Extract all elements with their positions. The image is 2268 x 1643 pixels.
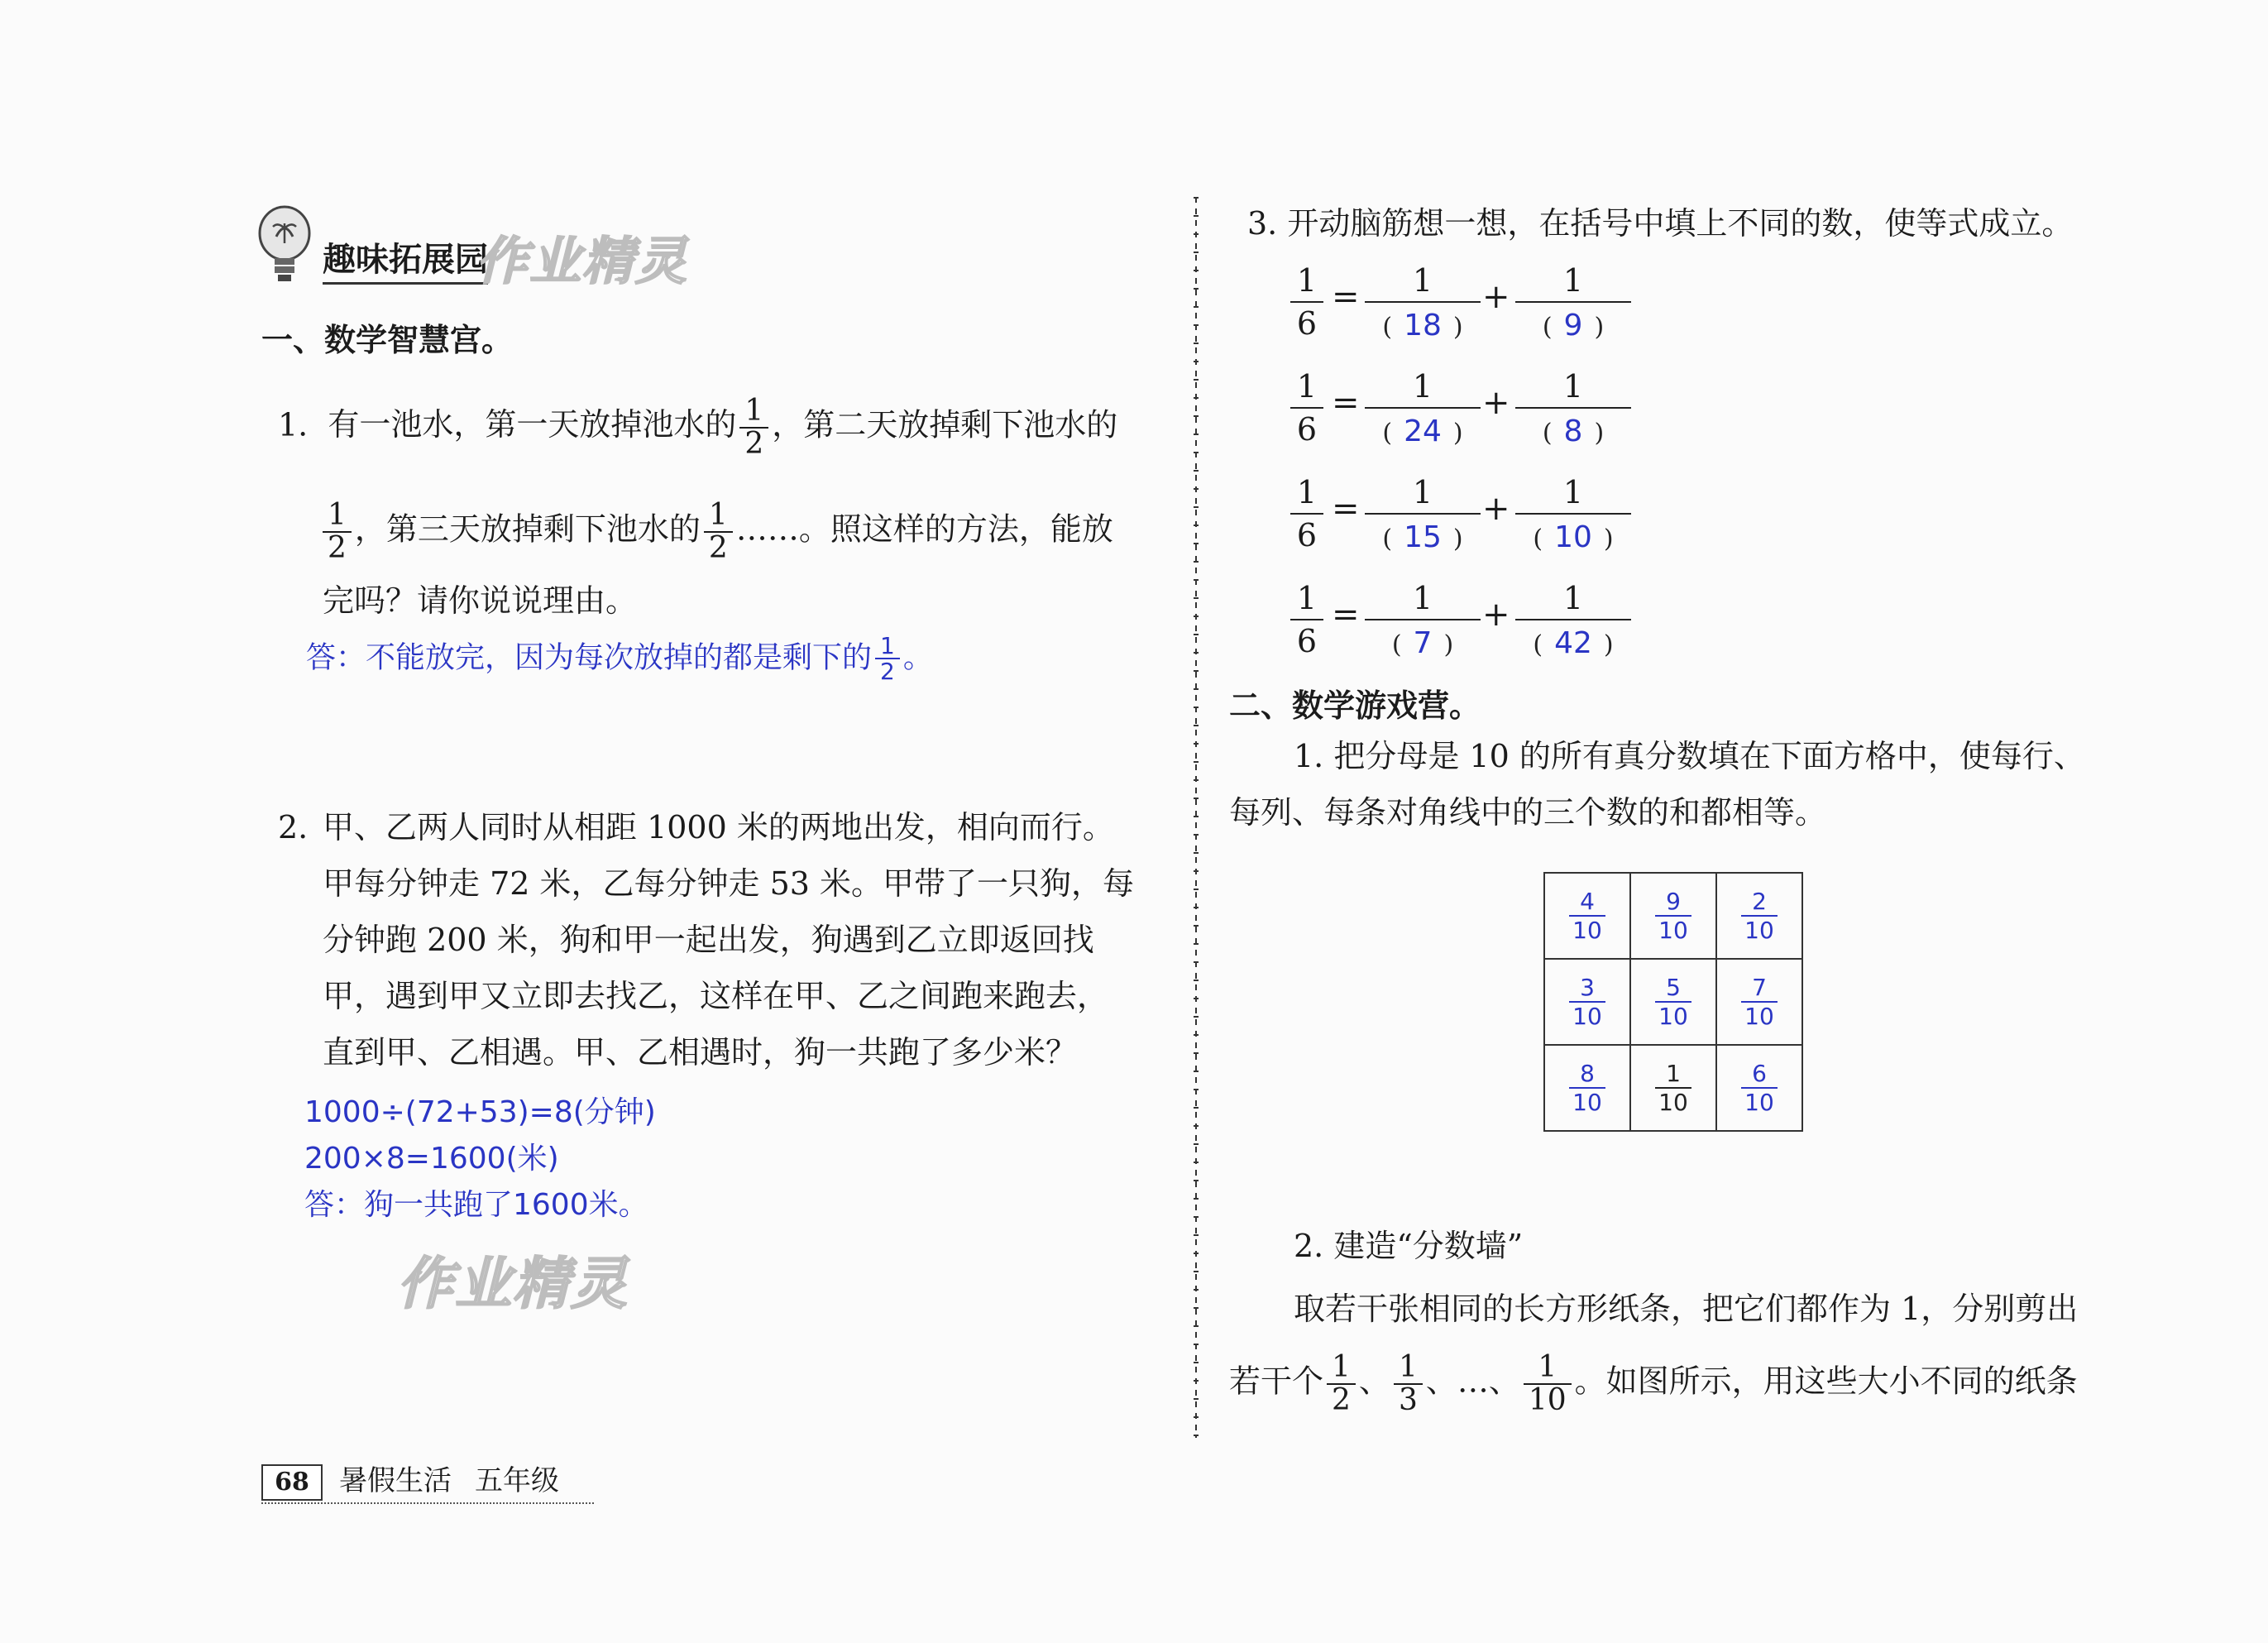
fraction-half: $\frac{1}{2}$ bbox=[323, 500, 352, 564]
grid-cell[interactable]: $\frac{6}{10}$ bbox=[1716, 1045, 1802, 1131]
q2-number: 2. bbox=[278, 809, 309, 845]
grid-cell[interactable]: $\frac{1}{10}$ bbox=[1630, 1045, 1716, 1131]
grid-cell[interactable]: $\frac{9}{10}$ bbox=[1630, 873, 1716, 959]
g1-line2: 每列、每条对角线中的三个数的和都相等。 bbox=[1229, 794, 1827, 831]
q1-line3: 完吗？请你说说理由。 bbox=[323, 582, 638, 619]
fraction-tenth: $\frac{1}{10}$ bbox=[1524, 1352, 1572, 1416]
page-number: 68 bbox=[261, 1464, 323, 1501]
grid-cell[interactable]: $\frac{2}{10}$ bbox=[1716, 873, 1802, 959]
q3-text: 3. 开动脑筋想一想，在括号中填上不同的数，使等式成立。 bbox=[1247, 205, 2074, 242]
part2-heading: 二、数学游戏营。 bbox=[1229, 687, 1481, 724]
equation-row: 1 6 = 1 ( 7 ) + 1 ( 42 ) bbox=[1290, 577, 1654, 668]
g1-line1: 1. 把分母是 10 的所有真分数填在下面方格中，使每行、 bbox=[1294, 738, 2085, 774]
watermark: 作业精灵 bbox=[476, 231, 689, 291]
fraction-half: $\frac{1}{2}$ bbox=[1327, 1352, 1356, 1416]
grid-cell[interactable]: $\frac{8}{10}$ bbox=[1544, 1045, 1630, 1131]
q2-line: 甲、乙两人同时从相距 1000 米的两地出发，相向而行。 bbox=[323, 809, 1114, 845]
part1-heading: 一、数学智慧宫。 bbox=[261, 322, 514, 358]
equation-row: 1 6 = 1 ( 24 ) + 1 ( 8 ) bbox=[1290, 366, 1654, 457]
column-divider bbox=[1194, 197, 1199, 1438]
fraction-third: $\frac{1}{3}$ bbox=[1394, 1352, 1423, 1416]
g2-title: 2. 建造“分数墙” bbox=[1294, 1228, 1524, 1264]
q1-text-b: ，第二天放掉剩下池水的 bbox=[772, 406, 1118, 443]
fraction-half: $\frac{1}{2}$ bbox=[739, 395, 768, 460]
grid-cell[interactable]: $\frac{5}{10}$ bbox=[1630, 959, 1716, 1045]
grid-cell[interactable]: $\frac{3}{10}$ bbox=[1544, 959, 1630, 1045]
q2-line: 甲，遇到甲又立即去找乙，这样在甲、乙之间跑来跑去， bbox=[323, 978, 1109, 1014]
q2-line: 甲每分钟走 72 米，乙每分钟走 53 米。甲带了一只狗，每 bbox=[323, 865, 1135, 902]
q1-answer: 答：不能放完，因为每次放掉的都是剩下的 $\frac{1}{2}$ 。 bbox=[306, 632, 933, 686]
equation-row: 1 6 = 1 ( 15 ) + 1 ( 10 ) bbox=[1290, 472, 1654, 563]
footer-underline bbox=[261, 1502, 594, 1504]
q1-text-a: 有一池水，第一天放掉池水的 bbox=[328, 406, 737, 443]
q1-line1 bbox=[278, 395, 1117, 460]
watermark: 作业精灵 bbox=[397, 1252, 629, 1317]
q2-answer-line: 答：狗一共跑了1600米。 bbox=[304, 1188, 648, 1222]
g2-line1: 取若干张相同的长方形纸条，把它们都作为 1，分别剪出 bbox=[1294, 1291, 2079, 1327]
footer-book: 暑假生活 五年级 bbox=[339, 1464, 559, 1497]
fraction-half: $\frac{1}{2}$ bbox=[704, 500, 733, 564]
q1-number: 1. bbox=[278, 406, 309, 443]
q2-line: 直到甲、乙相遇。甲、乙相遇时，狗一共跑了多少米？ bbox=[323, 1034, 1078, 1071]
q1-line2 bbox=[319, 500, 1113, 564]
q2-line: 分钟跑 200 米，狗和甲一起出发，狗遇到乙立即返回找 bbox=[323, 922, 1094, 958]
q2-answer-line: 200×8=1600(米) bbox=[304, 1142, 559, 1176]
lightbulb-icon bbox=[255, 204, 314, 286]
q1-text-d: ……。照这样的方法，能放 bbox=[735, 510, 1113, 548]
grid-cell[interactable]: $\frac{4}{10}$ bbox=[1544, 873, 1630, 959]
q1-text-c: ，第三天放掉剩下池水的 bbox=[354, 510, 701, 548]
grid-cell[interactable]: $\frac{7}{10}$ bbox=[1716, 959, 1802, 1045]
g2-line2: 若干个 $\frac{1}{2}$ 、 $\frac{1}{3}$ 、…、 $\frac{1}{10}$ 。如图所示，用这些大小不同的纸条 bbox=[1229, 1350, 2078, 1417]
magic-square bbox=[1543, 872, 1803, 1132]
equation-row: 1 6 = 1 ( 18 ) + 1 ( 9 ) bbox=[1290, 260, 1654, 351]
section-title: 趣味拓展园 bbox=[323, 233, 488, 285]
q2-answer-line: 1000÷(72+53)=8(分钟) bbox=[304, 1095, 656, 1129]
answer-fraction-half: $\frac{1}{2}$ bbox=[875, 634, 900, 684]
